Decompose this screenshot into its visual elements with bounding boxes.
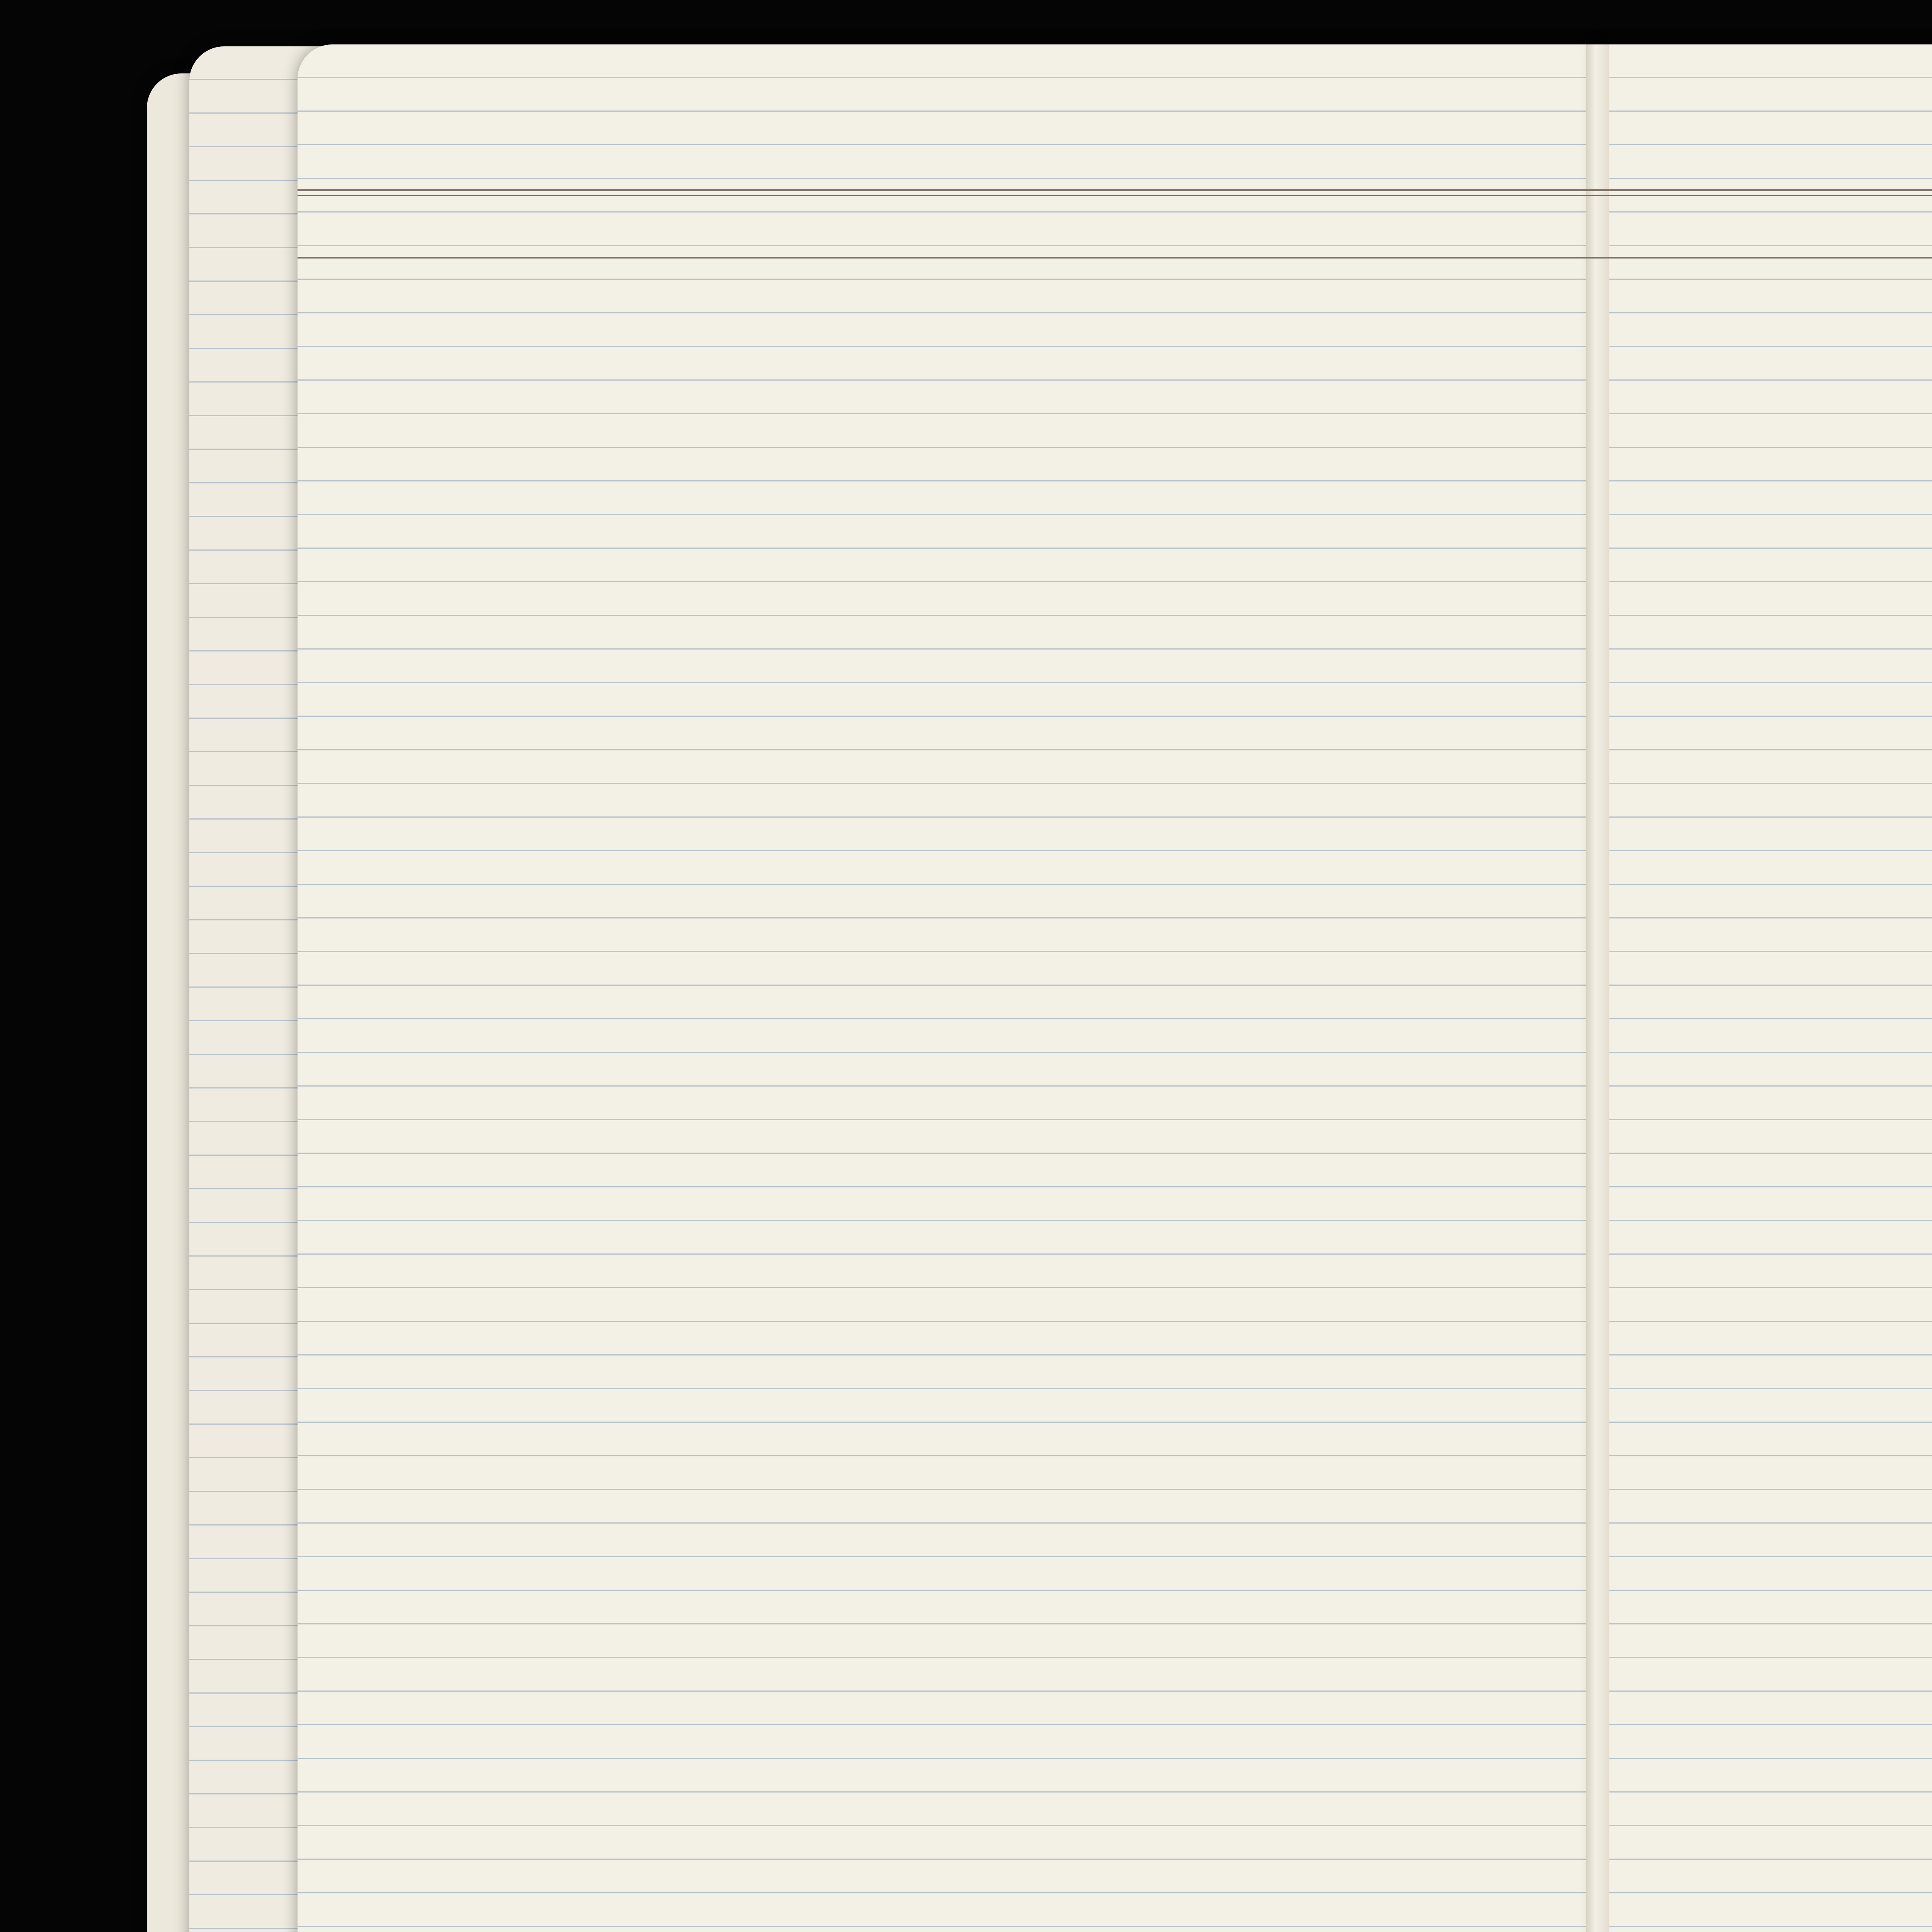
book-gutter bbox=[1586, 44, 1609, 1932]
header-rule-top2 bbox=[298, 195, 1932, 196]
header-rule-bottom bbox=[298, 257, 1932, 259]
left-page bbox=[298, 44, 1596, 1932]
right-page bbox=[1596, 44, 1932, 1932]
header-rule-top bbox=[298, 189, 1932, 191]
